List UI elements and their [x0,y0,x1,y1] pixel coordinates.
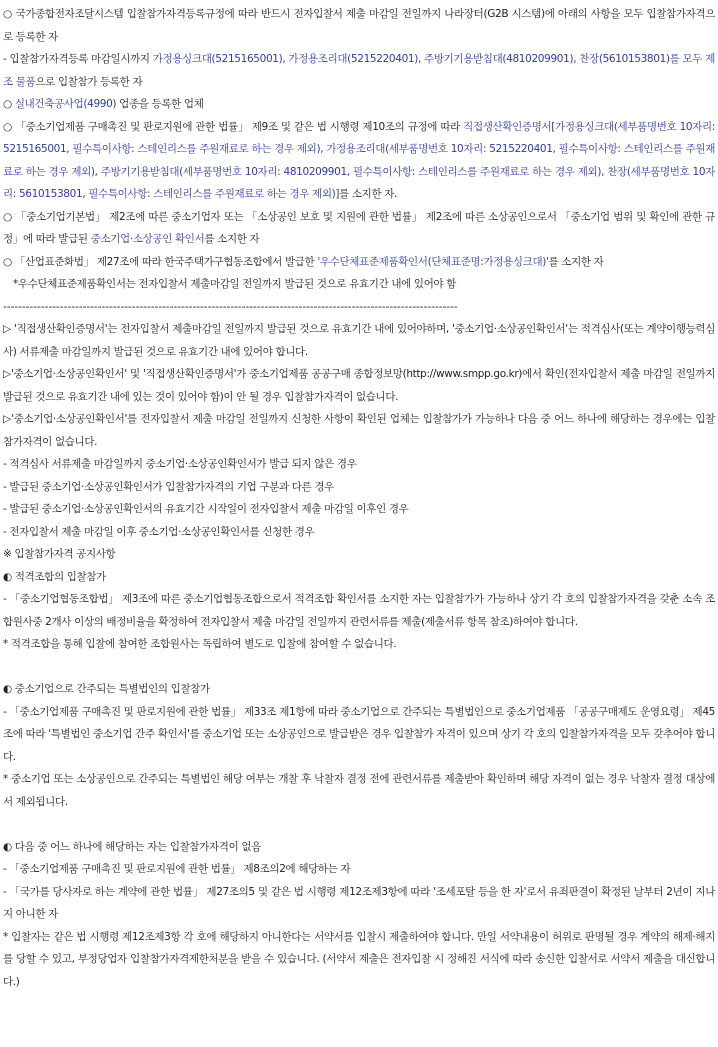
section-title-ineligible: ◐ 다음 중 어느 하나에 해당하는 자는 입찰참가자격이 없음 [3,840,261,853]
business-type-lead: ○ [3,98,15,110]
eligibility-g2b-registration: ○ 국가종합전자조달시스템 입찰참가자격등록규정에 따라 반드시 전자입찰서 제출 마감일 전일까지 나라장터(G2B 시스템)에 아래의 사항을 모두 입찰참가자격으로 등록한 자 [3,8,715,43]
eligibility-product-registration [3,48,715,93]
spacer [3,656,715,679]
sme-confirmation-tail: 를 소지한 자 [204,233,260,245]
direct-production-items: 직접생산확인증명서[가정용싱크대(세부품명번호 10자리: 5215165001, 필수특이사항: 스테인리스를 주원재료로 하는 경우 제외), 가정용조리대(세부품명번호 10자리: 5215220401, 필수특이사항: 스테인리스를 주원재료로 하는 경우 제외), 주방기기용받침대(세부품명번호 10자리: 4810209901, 필수특이사항: 스테인리스를 주원재료로 하는 경우 제외), 찬장(세부품명번호 10자리: 5610153801, 필수특이사항: 스테인리스를 주원재료로 하는 경우 제외)] [3,120,715,200]
business-type-name: 실내건축공사업(4990) [14,98,117,110]
group-standard-name: '우수단체표준제품확인서(단체표준명:가정용싱크대)' [317,255,549,268]
note-smpp-verification: ▷'중소기업·소상공인확인서' 및 '직접생산확인증명서'가 중소기업제품 공공구매 종합정보망(http://www.smpp.go.kr)에서 확인(전자입찰서 제출 마감일 전일까지 발급된 것으로 유효기간 내에 있는 것이 있어야 함)이 안 될 경우 입찰참가자격이 없습니다. [3,368,715,403]
group-standard-lead: ○ 「산업표준화법」 제27조에 따라 한국주택가구협동조합에서 발급한 [3,255,318,268]
product-registration-tail: 으로 입찰참가 등록한 자 [35,75,143,88]
business-type-tail: 업종을 등록한 업체 [116,98,204,110]
eligibility-sme-confirmation [3,206,715,251]
list-item: - 전자입찰서 제출 마감일 이후 중소기업·소상공인확인서를 신청한 경우 [3,525,315,538]
list-item: - 발급된 중소기업·소상공인확인서의 유효기간 시작일이 전자입찰서 제출 마감일 이후인 경우 [3,503,409,515]
ineligible-pledge-note: * 입찰자는 같은 법 시행령 제12조제3항 각 호에 해당하지 아니한다는 서약서를 입찰시 제출하여야 합니다. 만일 서약내용이 허위로 판명될 경우 계약의 해제·해지를 당할 수 있고, 부정당업자 입찰참가자격제한처분을 받을 수 있습니다. (서약서 제출은 전자입찰 시 정해진 서식에 따라 송신한 입찰서로 서약서 제출을 대신합니다.) [3,930,715,988]
product-registration-items: 가정용싱크대(5215165001), 가정용조리대(5215220401), 주방기기용받침대(4810209901), 찬장(5610153801)를 모두 제조 물품 [3,53,715,88]
direct-production-tail: 를 소지한 자. [339,188,398,200]
section-title-special-corporation: ◐ 중소기업으로 간주되는 특별법인의 입찰참가 [3,683,210,695]
notice-title: ※ 입찰참가자격 공지사항 [3,548,116,560]
special-corporation-body: - 「중소기업제품 구매촉진 및 판로지원에 관한 법률」 제33조 제1항에 따라 중소기업으로 간주되는 특별법인으로 중소기업제품 「공공구매제도 운영요령」 제45조에 따라 '특별법인 중소기업 간주 확인서'를 중소기업 또는 소상공인으로 발급받은 경우 입찰참가 자격이 있으며 상기 각 호의 입찰참가자격을 모두 갖추어야 합니다. [3,705,715,763]
cooperative-body: - 「중소기업협동조합법」 제3조에 따른 중소기업협동조합으로서 적격조합 확인서를 소지한 자는 입찰참가가 가능하나 상기 각 호의 입찰참가자격을 갖춘 소속 조합원사중 2개사 이상의 배정비율을 확정하여 전자입찰서 제출 마감일 전일까지 관련서류를 제출(제출서류 항목 참조)하여야 합니다. [3,593,715,628]
eligibility-group-standard [3,251,715,274]
spacer [3,813,715,836]
product-registration-lead: - 입찰참가자격등록 마감일시까지 [3,53,153,65]
direct-production-lead: ○ 「중소기업제품 구매촉진 및 판로지원에 관한 법률」 제9조 및 같은 법 시행령 제10조의 규정에 따라 [3,120,464,133]
sme-confirmation-lead: ○ 「중소기업기본법」 제2조에 따른 중소기업자 또는 「소상공인 보호 및 지원에 관한 법률」 제2조에 따른 소상공인으로서 「중소기업 범위 및 확인에 관한 규정」에 따라 발급된 [3,210,715,245]
eligibility-business-type [3,93,715,116]
list-item: - 「중소기업제품 구매촉진 및 판로지원에 관한 법률」 제8조의2에 해당하는 자 [3,863,351,875]
eligibility-direct-production-certificate [3,116,715,206]
note-certificate-validity: ▷ '직접생산확인증명서'는 전자입찰서 제출마감일 전일까지 발급된 것으로 유효기간 내에 있어야하며, '중소기업·소상공인확인서'는 적격심사(또는 계약이행능력심사) 서류제출 마감일까지 발급된 것으로 유효기간 내에 있어야 합니다. [3,323,715,358]
note-pending-application: ▷'중소기업·소상공인확인서'를 전자입찰서 제출 마감일 전일까지 신청한 사항이 확인된 업체는 입찰참가가 가능하나 다음 중 어느 하나에 해당하는 경우에는 입찰참가자격이 없습니다. [3,413,715,448]
group-standard-tail: 를 소지한 자 [548,255,604,268]
list-item: - 발급된 중소기업·소상공인확인서가 입찰참가자격의 기업 구분과 다른 경우 [3,480,334,493]
group-standard-note: *우수단체표준제품확인서는 전자입찰서 제출마감일 전일까지 발급된 것으로 유효기간 내에 있어야 함 [13,278,457,290]
section-title-cooperative: ◐ 적격조합의 입찰참가 [3,570,106,583]
dashed-divider: ------------------------------------------------------------------------------------------------------------------------ [3,300,458,313]
special-corporation-note: * 중소기업 또는 소상공인으로 간주되는 특별법인 해당 여부는 개찰 후 낙찰자 결정 전에 관련서류를 제출받아 확인하며 해당 자격이 없는 경우 낙찰자 결정 대상에서 제외됩니다. [3,773,715,808]
list-item: - 「국가를 당사자로 하는 계약에 관한 법률」 제27조의5 및 같은 법 시행령 제12조제3항에 따라 '조세포탈 등을 한 자'로서 유죄판결이 확정된 날부터 2년이 지나지 아니한 자 [3,885,715,920]
sme-confirmation-name: 중소기업·소상공인 확인서 [90,233,205,245]
list-item: - 적격심사 서류제출 마감일까지 중소기업·소상공인확인서가 발급 되지 않은 경우 [3,458,357,470]
cooperative-note: * 적격조합을 통해 입찰에 참여한 조합원사는 독립하여 별도로 입찰에 참여할 수 없습니다. [3,638,397,650]
